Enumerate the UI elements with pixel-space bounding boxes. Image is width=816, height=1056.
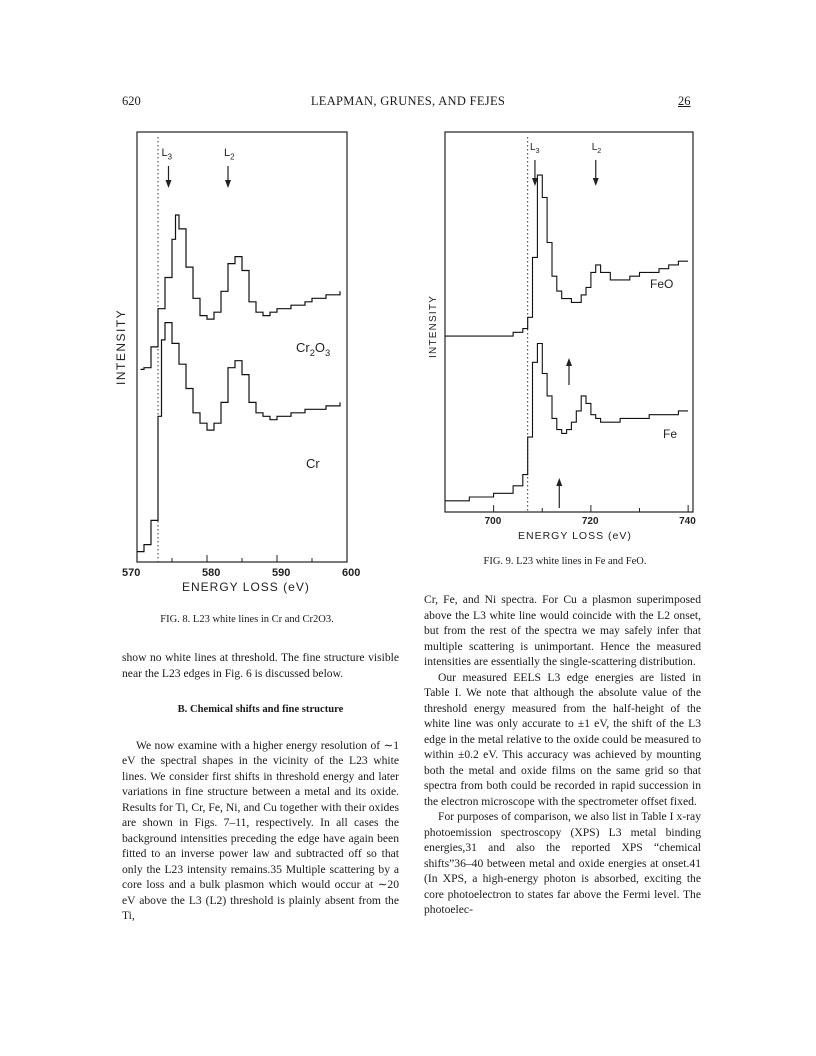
fig9-l3-label: $L_3$ [529, 142, 540, 155]
volume-number: 26 [678, 94, 691, 108]
left-paragraph-1: show no white lines at threshold. The fine structure visible near the L23 edges in Fig. 6 is discussed below. [122, 651, 399, 680]
fig9-curve-label-feo: FeO [650, 277, 674, 291]
fig8-curve-label-cr: Cr [306, 456, 320, 471]
fig9-curve-label-fe: Fe [663, 427, 678, 441]
left-paragraph-2: We now examine with a higher energy resolution of ∼1 eV the spectral shapes in the vicinity of the L23 white lines. We consider first shifts in threshold energy and later variations in fine structure between a metal and its oxide. Results for Ti, Cr, Fe, Ni, and Cu together with their oxides are shown in Figs. 7–11, respectively. In all cases the background intensities preceding the edge have again been fitted to an inverse power law and subtracted off so that only the L23 intensity remains.35 Multiple scattering by a core loss and a bulk plasmon which would occur at ∼20 eV above the L3 (L2) threshold is plainly absent from the Ti, [122, 738, 399, 922]
right-paragraph-3: For purposes of comparison, we also list in Table I x-ray photoemission spectroscopy (XPS) L3 metal binding energies,31 and also the reported XPS “chemical shifts”36–40 between metal and oxide energies at onset.41 (In XPS, a high-energy photon is absorbed, exciting the core photoelectron to states far above the Fermi level. The photoelec- [424, 810, 701, 916]
figure-8-caption [122, 614, 372, 625]
fig8-x-axis-label: ENERGY LOSS (eV) [182, 580, 310, 594]
figure-9-caption [440, 556, 690, 567]
fig8-curve-label-cr2o3: $Cr_2O_3$ [296, 340, 331, 358]
fig8-l3-arrow-head [166, 180, 172, 188]
page-number: 620 [122, 94, 141, 108]
fig9-x-tick-label: 720 [581, 516, 599, 527]
fig8-x-tick-label: 600 [342, 567, 361, 579]
fig9-l2-label: $L_2$ [591, 142, 602, 155]
figure-9-caption-text: FIG. 9. L23 white lines in Fe and FeO. [483, 556, 647, 567]
running-title: LEAPMAN, GRUNES, AND FEJES [310, 94, 506, 108]
fig8-series-cr2o3 [141, 215, 341, 369]
fig9-x-tick-label: 700 [484, 516, 502, 527]
fig8-y-axis-label: INTENSITY [114, 308, 128, 385]
section-heading: B. Chemical shifts and fine structure [177, 704, 344, 715]
fig8-l3-label: $L_3$ [161, 147, 173, 162]
left-column [122, 650, 399, 924]
fig8-l2-arrow-head [225, 180, 231, 188]
fig8-x-tick-label: 580 [202, 567, 221, 579]
right-paragraph-1: Cr, Fe, and Ni spectra. For Cu a plasmon superimposed above the L3 white line would coincide with the L2 onset, but from the rest of the spectra we may safely infer that multiple scattering is unimportant. Hence the measured intensities are essentially the single-scattering distribution. [424, 593, 701, 668]
fig9-x-axis-label: ENERGY LOSS (eV) [518, 530, 632, 542]
right-paragraph-2: Our measured EELS L3 edge energies are listed in Table I. We note that although the absolute value of the threshold energy measured from the half-height of the white line was only accurate to ±1 eV, the shift of the L3 edge in the metal relative to the oxide could be measured to within ±0.2 eV. This accuracy was achieved by mounting both the metal and oxide films on the same grid so that spectra from both could be recorded in rapid succession in the electron microscope with the spectrometer offset fixed. [424, 670, 701, 808]
fig8-x-tick-label: 590 [272, 567, 291, 579]
right-column [424, 592, 701, 918]
fig8-l2-label: $L_2$ [224, 147, 235, 162]
fig8-x-tick-label: 570 [122, 567, 141, 579]
fig9-y-axis-label: INTENSITY [428, 294, 439, 358]
figure-8-caption-text: FIG. 8. L23 white lines in Cr and Cr2O3. [160, 614, 334, 625]
fig9-x-tick-label: 740 [679, 516, 696, 527]
